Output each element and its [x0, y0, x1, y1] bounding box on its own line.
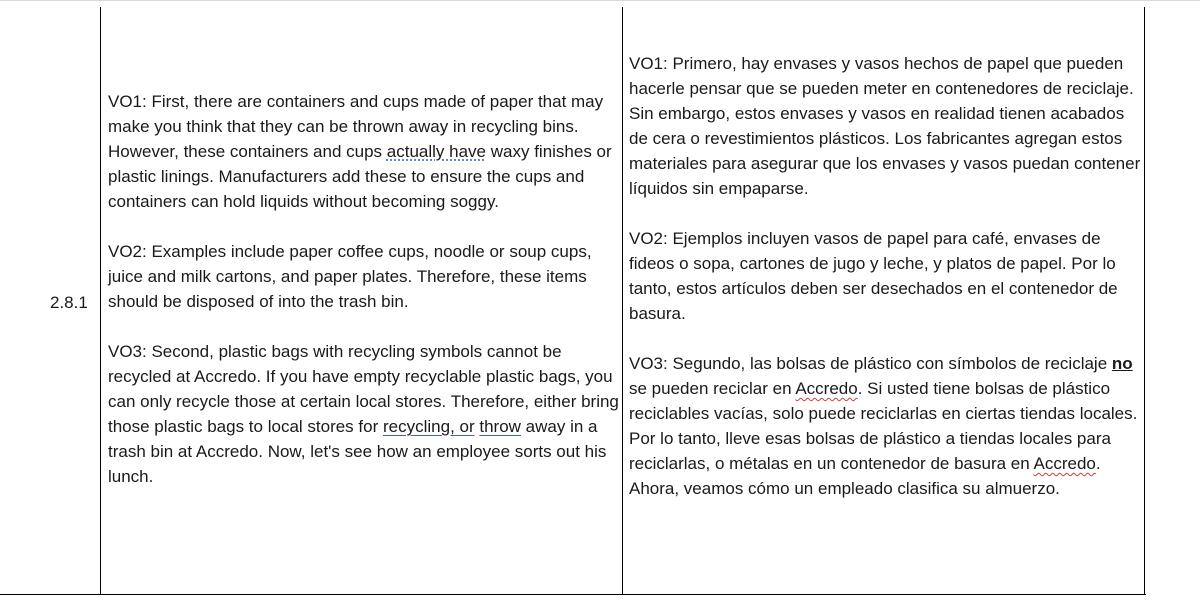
spanish-cell[interactable]	[629, 51, 1143, 501]
table-column-divider-3	[1144, 7, 1145, 595]
spelling-flag[interactable]: Accredo	[1033, 454, 1096, 473]
spanish-vo3: VO3: Segundo, las bolsas de plástico con símbolos de reciclaje no se pueden reciclar en Accredo. Si usted tiene bolsas de plástico reciclables vacías, solo puede reciclarlas en ciertas tiendas locales. Por lo tanto, lleve esas bolsas de plástico a tiendas locales para reciclarlas, o métalas en un contenedor de basura en Accredo. Ahora, veamos cómo un empleado clasifica su almuerzo.	[629, 354, 1138, 498]
english-vo2: VO2: Examples include paper coffee cups, noodle or soup cups, juice and milk cartons, and paper plates. Therefore, these items should be disposed of into the trash bin.	[108, 242, 592, 311]
english-vo1: VO1: First, there are containers and cups made of paper that may make you think that they can be thrown away in recycling bins. However, these containers and cups actually have waxy finishes or plastic linings. Manufacturers add these to ensure the cups and containers can hold liquids without becoming soggy.	[108, 92, 612, 211]
grammar-flag[interactable]: actually have	[386, 142, 487, 161]
english-cell[interactable]	[108, 89, 620, 489]
emphasis-no: no	[1111, 354, 1133, 373]
row-number: 2.8.1	[50, 293, 88, 312]
spanish-vo1: VO1: Primero, hay envases y vasos hechos de papel que pueden hacerle pensar que se pueden meter en contenedores de reciclaje. Sin embargo, estos envases y vasos en realidad tienen acabados de cera o revestimientos plásticos. Los fabricantes agregan estos materiales para asegurar que los envases y vasos puedan contener líquidos sin empaparse.	[629, 54, 1141, 198]
spanish-vo2: VO2: Ejemplos incluyen vasos de papel para café, envases de fideos o sopa, cartones de jugo y leche, y platos de papel. Por lo tanto, estos artículos deben ser desechados en el contenedor de basura.	[629, 229, 1118, 323]
english-vo3: VO3: Second, plastic bags with recycling symbols cannot be recycled at Accredo. If you have empty recyclable plastic bags, you can only recycle those at certain local stores. Therefore, either bring those plastic bags to local stores for recycling, or throw away in a trash bin at Accredo. Now, let's see how an employee sorts out his lunch.	[108, 342, 619, 486]
table-column-divider-1	[100, 7, 101, 595]
grammar-flag[interactable]: throw	[479, 417, 521, 436]
spelling-flag[interactable]: Accredo	[795, 379, 858, 398]
table-column-divider-2	[622, 7, 623, 595]
grammar-flag[interactable]: recycling, or	[382, 417, 475, 436]
page-top-border	[0, 0, 1200, 1]
table-bottom-border	[0, 594, 1146, 595]
